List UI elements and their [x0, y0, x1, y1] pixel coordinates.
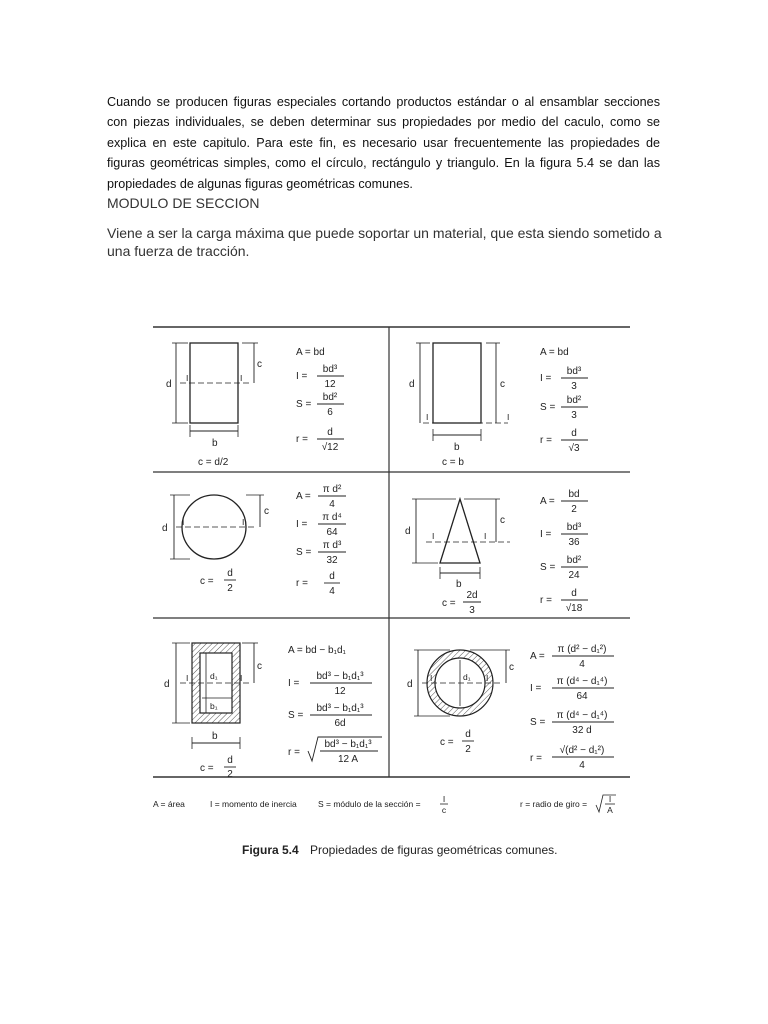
- radius-den: √3: [568, 443, 580, 454]
- inertia-den: 64: [326, 527, 338, 538]
- dim-d1-label: d₁: [210, 671, 218, 681]
- circle-shape: [170, 495, 264, 559]
- legend-area: A = área: [153, 799, 185, 809]
- modulus-den: 6d: [334, 718, 346, 729]
- inertia-den: 12: [324, 379, 336, 390]
- cell-circle: [162, 484, 346, 597]
- axis-label: I: [182, 517, 185, 527]
- c-note: c = d/2: [198, 457, 229, 468]
- inertia-num: bd³ − b₁d₁³: [316, 671, 364, 682]
- modulus-num: bd²: [566, 555, 582, 566]
- c-den: 2: [227, 769, 233, 780]
- axis-label: I: [186, 373, 189, 383]
- modulus-den: 32: [326, 555, 338, 566]
- radius-num: bd³ − b₁d₁³: [324, 739, 372, 750]
- modulus-lhs: S =: [296, 547, 312, 558]
- inertia-lhs: I =: [540, 373, 552, 384]
- area-lhs: A =: [296, 491, 311, 502]
- c-lhs: c =: [200, 576, 214, 587]
- dim-d-label: d: [407, 679, 413, 690]
- area-num: bd: [568, 489, 580, 500]
- axis-label: I: [242, 517, 245, 527]
- modulus-den: 32 d: [572, 725, 592, 736]
- modulus-lhs: S =: [530, 717, 546, 728]
- cell-rectangle-base: [409, 343, 588, 468]
- axis-label: I: [426, 412, 429, 422]
- radius-lhs: r =: [288, 747, 300, 758]
- modulus-num: bd³ − b₁d₁³: [316, 703, 364, 714]
- legend-modulus-num: I: [442, 794, 446, 804]
- c-num: d: [227, 755, 233, 766]
- c-lhs: c =: [200, 763, 214, 774]
- dim-d-label: d: [164, 679, 170, 690]
- caption-text: Propiedades de figuras geométricas comunes.: [310, 843, 558, 857]
- legend-radius-den: A: [607, 805, 613, 815]
- c-den: 3: [469, 605, 475, 616]
- radius-lhs: r =: [540, 435, 552, 446]
- area-num: π (d² − d₁²): [557, 644, 607, 655]
- dim-c-label: c: [500, 379, 505, 390]
- axis-label: I: [432, 531, 435, 541]
- axis-label: I: [486, 673, 489, 683]
- area-formula: A = bd − b₁d₁: [288, 645, 346, 656]
- dim-c-label: c: [264, 506, 269, 517]
- dim-b-label: b: [212, 731, 218, 742]
- modulus-num: bd²: [322, 392, 338, 403]
- radius-num: d: [571, 588, 577, 599]
- dim-c-label: c: [257, 661, 262, 672]
- inertia-num: bd³: [566, 522, 582, 533]
- legend-inertia: I = momento de inercia: [210, 799, 297, 809]
- axis-label: I: [484, 531, 487, 541]
- cell-rectangle-centroid: [166, 343, 344, 468]
- c-den: 2: [227, 583, 233, 594]
- radius-den: 4: [579, 760, 585, 771]
- area-formula: A = bd: [540, 347, 569, 358]
- c-num: d: [465, 729, 471, 740]
- inertia-num: π (d⁴ − d₁⁴): [556, 676, 608, 687]
- legend-radius: r = radio de giro =: [520, 799, 588, 809]
- hollow-circle-shape: [414, 650, 510, 716]
- cell-triangle: [405, 489, 588, 616]
- dim-d-label: d: [162, 523, 168, 534]
- area-den: 4: [329, 499, 335, 510]
- c-num: 2d: [466, 590, 478, 601]
- inertia-den: 3: [571, 381, 577, 392]
- figure-legend: [153, 794, 616, 815]
- dim-b-label: b: [454, 442, 460, 453]
- inertia-den: 64: [576, 691, 588, 702]
- modulus-num: π (d⁴ − d₁⁴): [556, 710, 608, 721]
- modulus-den: 6: [327, 407, 333, 418]
- radius-lhs: r =: [540, 595, 552, 606]
- radius-num: d: [329, 571, 335, 582]
- inertia-lhs: I =: [296, 519, 308, 530]
- axis-label: I: [240, 673, 243, 683]
- c-note: c = b: [442, 457, 464, 468]
- cell-hollow-circle: [407, 644, 614, 771]
- c-den: 2: [465, 744, 471, 755]
- modulus-lhs: S =: [288, 710, 304, 721]
- area-den: 2: [571, 504, 577, 515]
- axis-label: I: [507, 412, 510, 422]
- radius-num: d: [327, 427, 333, 438]
- modulus-lhs: S =: [296, 399, 312, 410]
- radius-den: √12: [321, 442, 339, 453]
- radius-lhs: r =: [296, 434, 308, 445]
- caption-label: Figura 5.4: [242, 843, 299, 857]
- radius-lhs: r =: [296, 578, 308, 589]
- dim-d-label: d: [409, 379, 415, 390]
- inertia-lhs: I =: [540, 529, 552, 540]
- inertia-num: bd³: [322, 364, 338, 375]
- area-lhs: A =: [530, 651, 545, 662]
- radius-den: 12 A: [337, 754, 359, 765]
- modulus-num: bd²: [566, 395, 582, 406]
- axis-label: I: [240, 373, 243, 383]
- radius-den: 4: [329, 586, 335, 597]
- modulus-num: π d³: [322, 540, 342, 551]
- legend-radius-num: I: [608, 794, 612, 804]
- dim-b-label: b: [212, 438, 218, 449]
- dim-c-label: c: [509, 662, 514, 673]
- modulus-lhs: S =: [540, 402, 556, 413]
- inertia-lhs: I =: [296, 371, 308, 382]
- figure-5-4: [150, 315, 635, 860]
- section-heading: MODULO DE SECCION: [107, 195, 260, 211]
- figure-caption: [242, 843, 557, 857]
- dim-d-label: d: [405, 526, 411, 537]
- dim-d1-label: d₁: [463, 672, 471, 682]
- dim-c-label: c: [257, 359, 262, 370]
- radius-num: d: [571, 428, 577, 439]
- axis-label: I: [430, 673, 433, 683]
- axis-label: I: [186, 673, 189, 683]
- inertia-lhs: I =: [288, 678, 300, 689]
- area-num: π d²: [322, 484, 342, 495]
- inertia-lhs: I =: [530, 683, 542, 694]
- area-formula: A = bd: [296, 347, 325, 358]
- modulus-lhs: S =: [540, 562, 556, 573]
- c-num: d: [227, 568, 233, 579]
- c-lhs: c =: [442, 598, 456, 609]
- cell-hollow-rectangle: [164, 643, 382, 780]
- dim-c-label: c: [500, 515, 505, 526]
- inertia-den: 36: [568, 537, 580, 548]
- triangle-shape: [412, 499, 510, 579]
- modulus-den: 3: [571, 410, 577, 421]
- inertia-den: 12: [334, 686, 346, 697]
- c-lhs: c =: [440, 737, 454, 748]
- dim-b-label: b: [456, 579, 462, 590]
- rectangle-shape: [172, 343, 258, 437]
- modulus-den: 24: [568, 570, 580, 581]
- dim-d-label: d: [166, 379, 172, 390]
- inertia-num: π d⁴: [322, 512, 342, 523]
- legend-modulus: S = módulo de la sección =: [318, 799, 421, 809]
- area-den: 4: [579, 659, 585, 670]
- definition-paragraph: Viene a ser la carga máxima que puede soportar un material, que esta siendo sometido a una fuerza de tracción.: [107, 225, 662, 259]
- inertia-num: bd³: [566, 366, 582, 377]
- radius-lhs: r =: [530, 753, 542, 764]
- rectangle-shape: [416, 343, 508, 441]
- legend-modulus-den: c: [441, 805, 447, 815]
- dim-b1-label: b₁: [210, 701, 218, 711]
- area-lhs: A =: [540, 496, 555, 507]
- radius-den: √18: [565, 603, 583, 614]
- intro-paragraph: Cuando se producen figuras especiales cortando productos estándar o al ensamblar secciones con piezas individuales, se deben determinar sus propiedades por medio del caculo, como se explica en este capitulo. Para este fin, es necesario usar frecuentemente las propiedades de figuras geométricas simples, como el círculo, rectángulo y triangulo. En la figura 5.4 se dan las propiedades de algunas figuras geométricas comunes.: [107, 95, 660, 191]
- radius-num: √(d² − d₁²): [559, 745, 605, 756]
